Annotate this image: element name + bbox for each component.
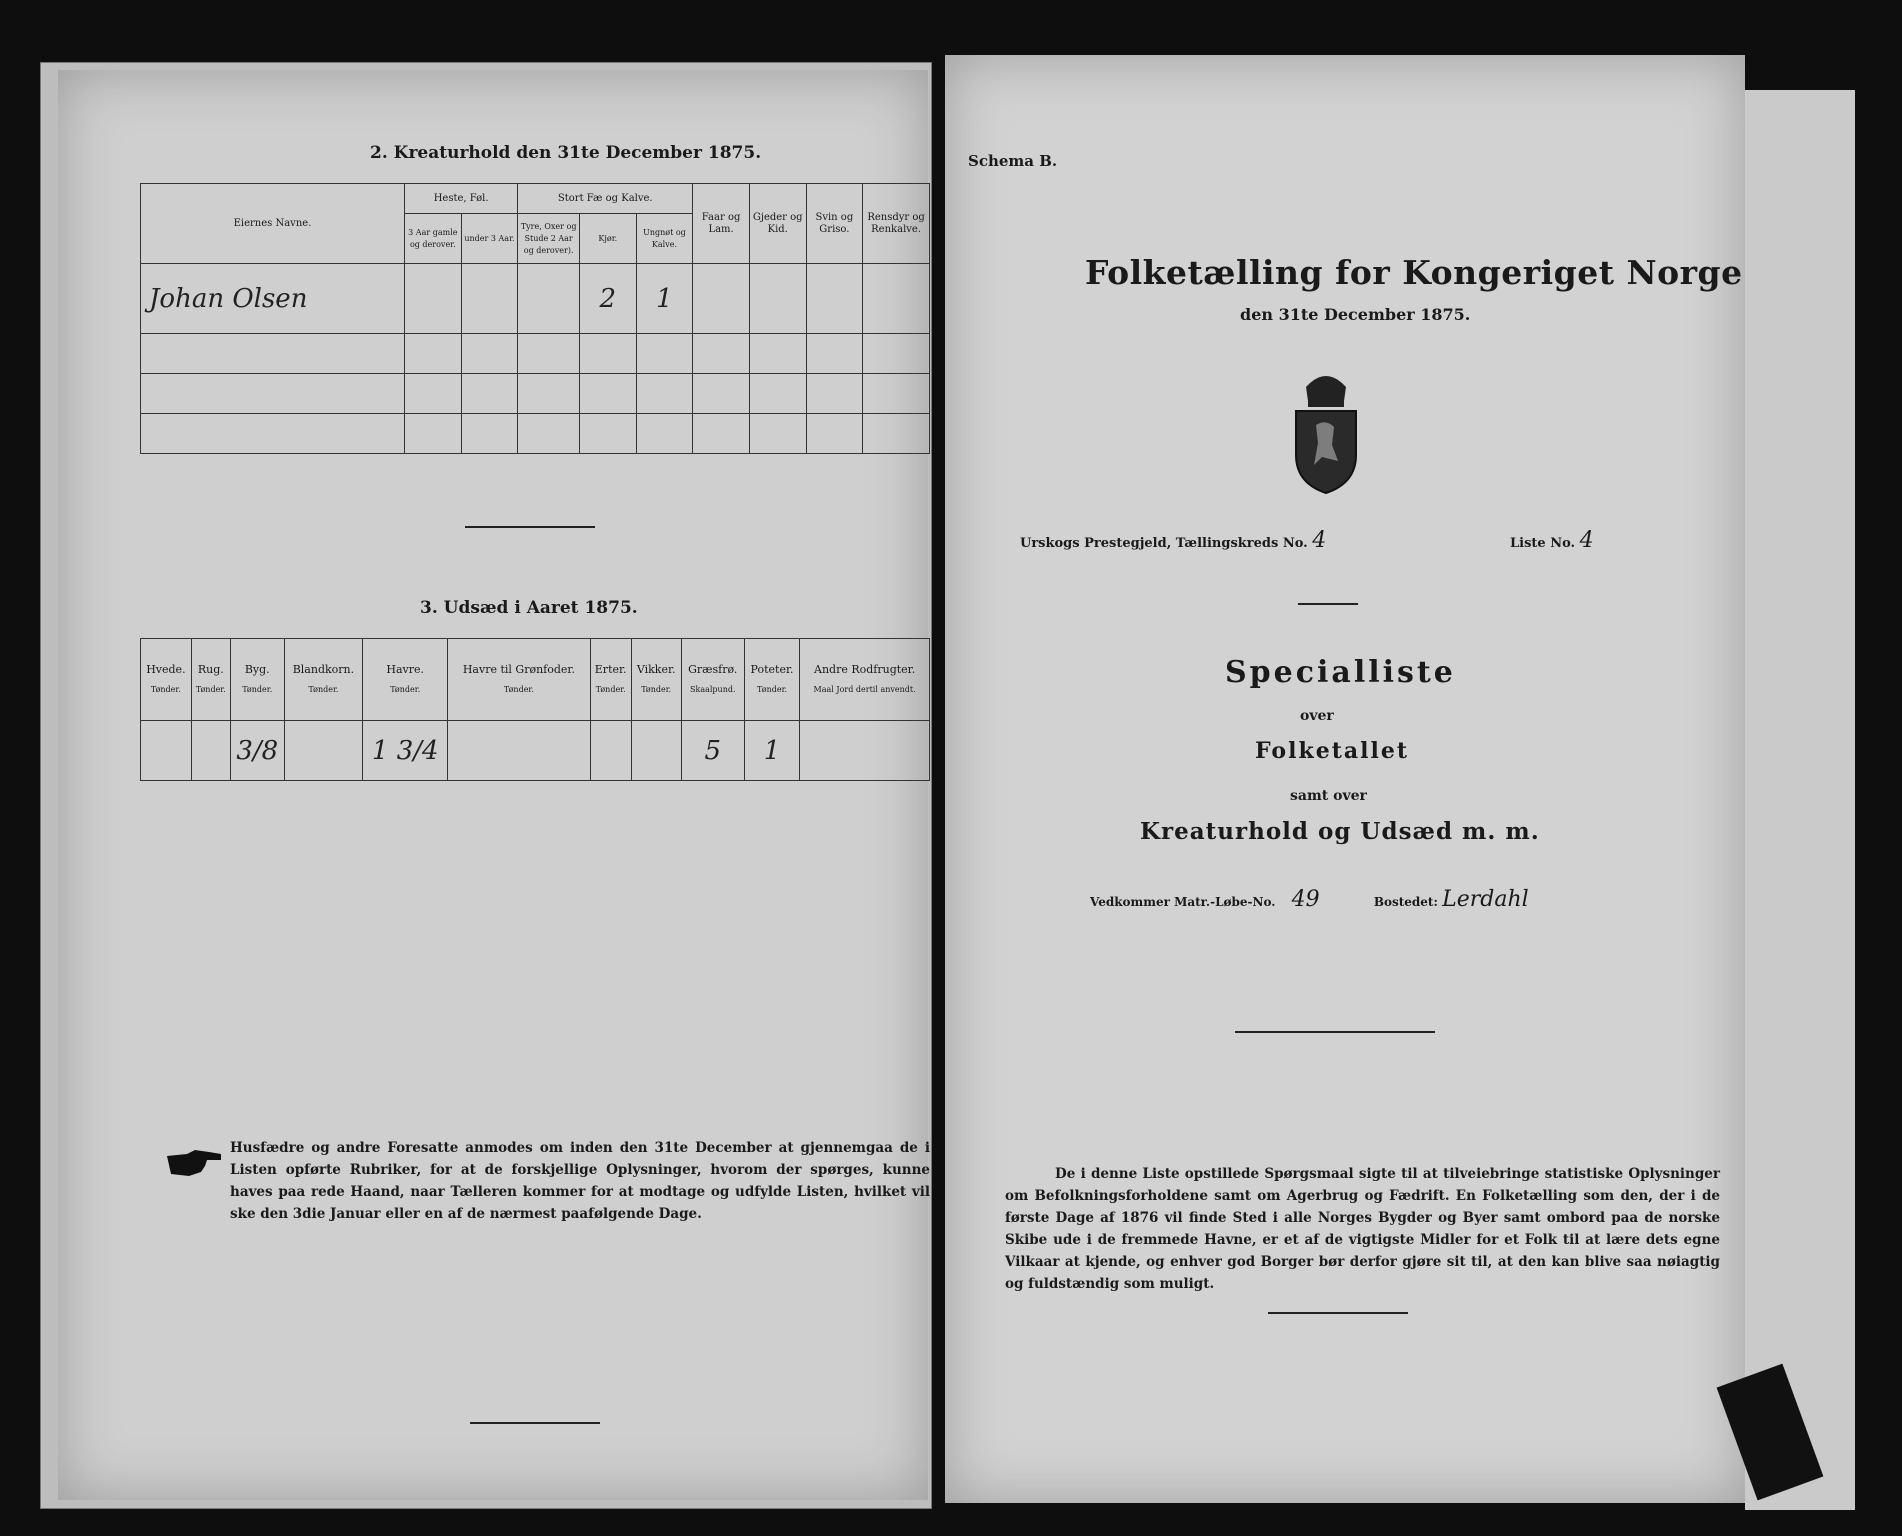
- seed-col-unit: Skaalpund.: [690, 684, 736, 694]
- seed-col-0: [141, 639, 192, 721]
- seed-col-unit: Tønder.: [195, 684, 226, 694]
- list-label: Liste No.: [1510, 536, 1576, 551]
- col-cattle: Stort Fæ og Kalve.: [518, 184, 693, 214]
- seed-col-name: Byg.: [244, 662, 270, 676]
- bosted-label: Bostedet:: [1373, 895, 1438, 909]
- col-young-cattle: Ungnøt og Kalve.: [636, 214, 693, 264]
- seed-col-name: Hvede.: [146, 662, 186, 676]
- over-label: over: [1300, 708, 1334, 724]
- seed-col-unit: Tønder.: [595, 684, 626, 694]
- census-purpose-notice: De i denne Liste opstillede Spørgsmaal sigte til at tilveiebringe statistiske Oplysninger om Befolkningsforholdene samt om Agerbrug og Fædrift. En Folketælling som den, der i de første Dage af 1876 vil finde Sted i alle Norges Bygder og Byer samt ombord paa de norske Skibe ude i de fremmede Havne, er et af de vigtigste Midler for et Folk til at lære dets egne Vilkaar at kjende, og enhver god Borger bør derfor gjøre sit til, at den kan blive saa nøiagtig og fuldstændig som muligt.: [1005, 1166, 1720, 1292]
- table-row: [141, 334, 930, 374]
- seed-col-name: Græsfrø.: [688, 662, 738, 676]
- divider-rule: [1235, 1031, 1435, 1033]
- col-horses: Heste, Føl.: [405, 184, 518, 214]
- col-owner: Eiernes Navne.: [141, 184, 405, 264]
- seed-col-10: [800, 639, 930, 721]
- seed-col-name: Blandkorn.: [292, 662, 355, 676]
- seed-value-cell: [448, 721, 590, 781]
- seed-value: 5: [704, 735, 722, 766]
- table-row: [141, 721, 930, 781]
- parish-label: Urskogs Prestegjeld,: [1020, 536, 1172, 551]
- col-reindeer: Rensdyr og Renkalve.: [863, 184, 930, 264]
- household-notice: Husfædre og andre Foresatte anmodes om inden den 31te December at gjennemgaa de i Listen opførte Rubriker, for at de forskjellige Oplysninger, hvorom der spørges, kunne haves paa rede Haand, naar Tælleren kommer for at modtage og udfylde Listen, hvilket vil ske den 3die Januar eller en af de nærmest paafølgende Dage.: [230, 1140, 930, 1222]
- col-goats: Gjeder og Kid.: [749, 184, 806, 264]
- seed-col-unit: Tønder.: [757, 684, 788, 694]
- seed-col-3: [284, 639, 363, 721]
- list-line: [1510, 528, 1594, 553]
- seed-value: 1: [763, 735, 781, 766]
- seed-value-cell: [230, 721, 284, 781]
- samt-over-label: samt over: [1290, 788, 1367, 804]
- pointing-hand-icon: [165, 1148, 223, 1178]
- divider-rule: [1268, 1312, 1408, 1314]
- seed-col-unit: Tønder.: [503, 684, 534, 694]
- seed-col-6: [590, 639, 631, 721]
- divider-rule: [470, 1422, 600, 1424]
- seed-col-2: [230, 639, 284, 721]
- seed-col-name: Havre til Grønfoder.: [462, 662, 575, 676]
- seed-col-8: [681, 639, 744, 721]
- owner-name: Johan Olsen: [149, 283, 308, 314]
- seed-col-unit: Tønder.: [150, 684, 181, 694]
- schema-label: Schema B.: [968, 152, 1058, 170]
- matr-value: 49: [1291, 887, 1320, 912]
- col-bulls: Tyre, Oxer og Stude 2 Aar og derover).: [518, 214, 580, 264]
- table-row: [141, 264, 930, 334]
- seed-col-unit: Tønder.: [641, 684, 672, 694]
- seed-col-7: [631, 639, 681, 721]
- seed-value-cell: [800, 721, 930, 781]
- divider-rule: [465, 526, 595, 528]
- seed-value-cell: [681, 721, 744, 781]
- table-row: [141, 414, 930, 454]
- seed-col-name: Havre.: [386, 662, 425, 676]
- specialliste-heading: Specialliste: [1225, 655, 1456, 690]
- district-value: 4: [1312, 528, 1327, 553]
- seed-section-title: 3. Udsæd i Aaret 1875.: [420, 598, 638, 618]
- seed-table: [140, 638, 930, 781]
- census-date: den 31te December 1875.: [1240, 305, 1471, 324]
- bosted-value: Lerdahl: [1442, 887, 1529, 912]
- seed-col-unit: Maal Jord dertil anvendt.: [813, 684, 916, 694]
- table-row: [141, 374, 930, 414]
- divider-rule: [1298, 603, 1358, 605]
- seed-value-cell: [631, 721, 681, 781]
- seed-value-cell: [363, 721, 448, 781]
- seed-col-name: Vikker.: [636, 662, 676, 676]
- list-value: 4: [1579, 528, 1594, 553]
- young-cattle-value: 1: [656, 283, 673, 314]
- livestock-table: [140, 183, 930, 454]
- col-pigs: Svin og Griso.: [806, 184, 863, 264]
- seed-col-5: [448, 639, 590, 721]
- col-horses-young: under 3 Aar.: [461, 214, 518, 264]
- parish-line: [1020, 528, 1326, 553]
- seed-col-4: [363, 639, 448, 721]
- next-page-strip: [1745, 90, 1855, 1510]
- seed-col-name: Erter.: [594, 662, 627, 676]
- seed-value-cell: [191, 721, 230, 781]
- seed-value-cell: [590, 721, 631, 781]
- seed-col-unit: Tønder.: [390, 684, 421, 694]
- seed-value-cell: [141, 721, 192, 781]
- col-sheep: Faar og Lam.: [693, 184, 750, 264]
- col-cows: Kjør.: [579, 214, 636, 264]
- district-label: Tællingskreds No.: [1175, 536, 1308, 551]
- livestock-section-title: 2. Kreaturhold den 31te December 1875.: [370, 143, 762, 163]
- seed-col-1: [191, 639, 230, 721]
- seed-col-name: Poteter.: [750, 662, 794, 676]
- matr-line: [1090, 887, 1529, 912]
- matr-label: Vedkommer Matr.-Løbe-No.: [1090, 895, 1276, 909]
- seed-value: 3/8: [236, 735, 279, 766]
- seed-col-unit: Tønder.: [308, 684, 339, 694]
- kreaturhold-heading: Kreaturhold og Udsæd m. m.: [1140, 818, 1540, 845]
- seed-col-9: [744, 639, 799, 721]
- seed-value-cell: [284, 721, 363, 781]
- col-horses-old: 3 Aar gamle og derover.: [405, 214, 462, 264]
- folketallet-heading: Folketallet: [1255, 738, 1409, 764]
- census-title: Folketælling for Kongeriget Norge: [1085, 253, 1743, 292]
- seed-value: 1 3/4: [371, 735, 439, 766]
- seed-value-cell: [744, 721, 799, 781]
- cows-value: 2: [599, 283, 617, 314]
- coat-of-arms-icon: [1288, 365, 1364, 495]
- seed-col-unit: Tønder.: [242, 684, 273, 694]
- seed-col-name: Rug.: [197, 662, 224, 676]
- seed-col-name: Andre Rodfrugter.: [814, 662, 916, 676]
